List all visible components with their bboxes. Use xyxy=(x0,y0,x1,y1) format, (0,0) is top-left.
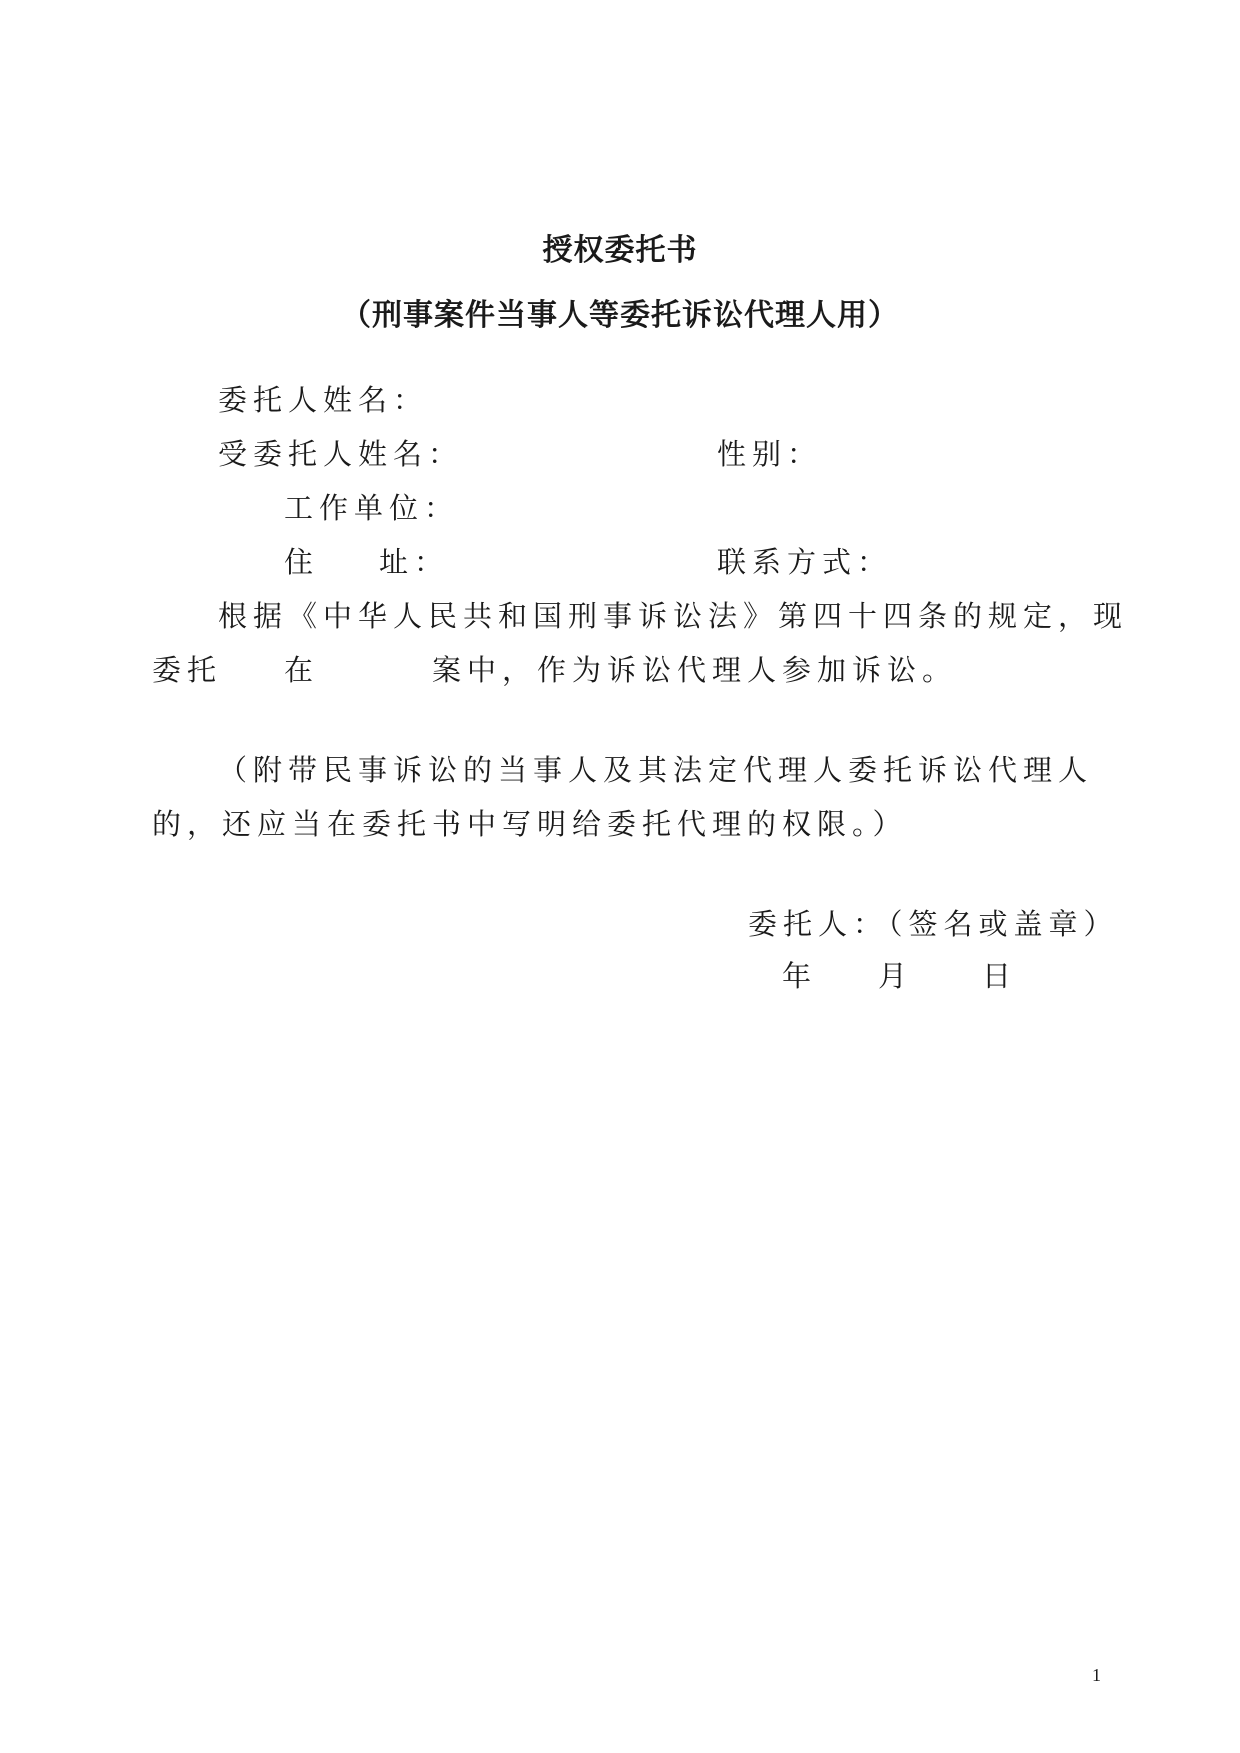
address-label xyxy=(284,544,449,580)
body-paragraph1-line2-part2: 在 xyxy=(284,653,320,687)
principal-name-label: 委托人姓名： xyxy=(218,383,429,417)
document-subtitle: （刑事案件当事人等委托诉讼代理人用） xyxy=(341,298,899,333)
address-label-char1: 住 xyxy=(284,545,320,579)
signature-month: 月 xyxy=(878,959,914,993)
body-paragraph2-line2: 的，还应当在委托书中写明给委托代理的权限。） xyxy=(152,807,908,841)
body-paragraph1-line2-part3: 案中，作为诉讼代理人参加诉讼。 xyxy=(432,653,958,687)
body-paragraph1-line1: 根据《中华人民共和国刑事诉讼法》第四十四条的规定，现 xyxy=(218,599,1129,633)
page-number: 1 xyxy=(1092,1665,1101,1685)
signature-day: 日 xyxy=(982,959,1018,993)
agent-name-label: 受委托人姓名： xyxy=(218,437,464,471)
work-unit-label: 工作单位： xyxy=(284,491,460,525)
document-title: 授权委托书 xyxy=(542,233,698,268)
body-paragraph2-line1: （附带民事诉讼的当事人及其法定代理人委托诉讼代理人 xyxy=(218,753,1094,787)
signature-year: 年 xyxy=(782,959,818,993)
signature-label: 委托人：（签名或盖章） xyxy=(748,907,1119,941)
contact-label: 联系方式： xyxy=(717,545,893,579)
address-label-char2: 址： xyxy=(379,545,450,579)
gender-label: 性别： xyxy=(717,437,823,471)
body-paragraph1-line2-part1: 委托 xyxy=(152,653,223,687)
